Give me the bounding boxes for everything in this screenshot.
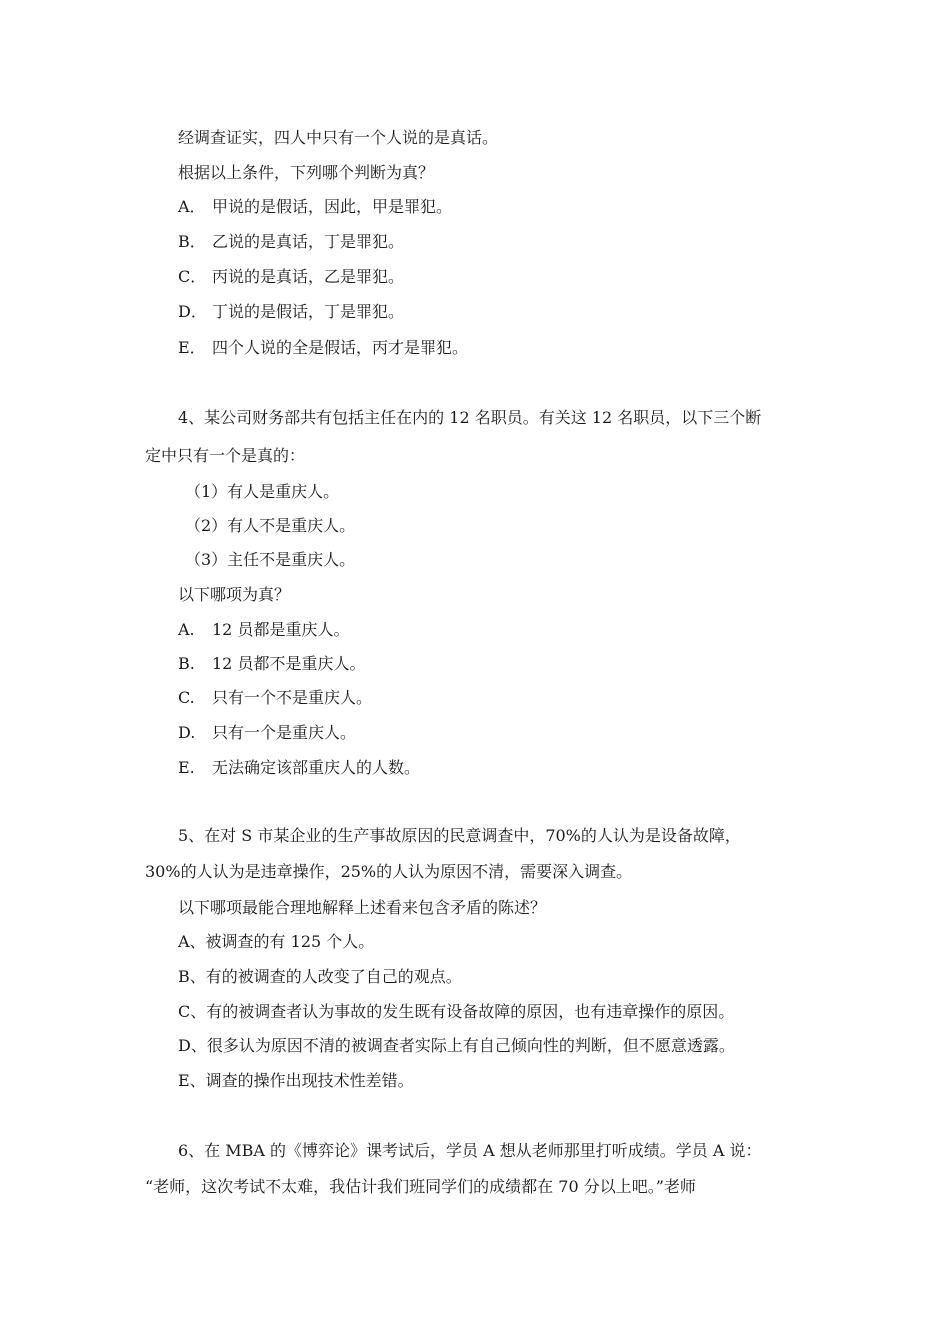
q4-option-c <box>178 688 372 708</box>
q3-option-d <box>178 302 404 322</box>
q5-option-b: B、有的被调查的人改变了自己的观点。 <box>178 967 462 986</box>
q3-option-a <box>178 197 452 217</box>
option-text: 12 员都不是重庆人。 <box>212 654 366 673</box>
option-text: 只有一个不是重庆人。 <box>212 688 373 707</box>
option-letter: B． <box>178 232 206 251</box>
option-letter: D. <box>178 723 196 742</box>
option-text: 丙说的是真话，乙是罪犯。 <box>212 267 405 286</box>
option-letter: B. <box>178 654 195 673</box>
q4-option-b <box>178 654 365 674</box>
option-text: 四个人说的全是假话，丙才是罪犯。 <box>212 338 469 357</box>
option-letter: A． <box>178 197 206 216</box>
option-letter: D． <box>178 302 207 321</box>
option-letter: C. <box>178 688 195 707</box>
q4-question: 以下哪项为真？ <box>178 585 291 604</box>
option-text: 12 员都是重庆人。 <box>212 620 350 639</box>
q5-question: 以下哪项最能合理地解释上述看来包含矛盾的陈述？ <box>178 898 547 917</box>
q6-stem-line2: “老师，这次考试不太难，我估计我们班同学们的成绩都在 70 分以上吧。”老师 <box>145 1177 696 1196</box>
q5-option-a: A、被调查的有 125 个人。 <box>178 932 375 951</box>
option-text: 乙说的是真话，丁是罪犯。 <box>212 232 405 251</box>
q5-option-e: E、调查的操作出现技术性差错。 <box>178 1071 414 1090</box>
option-letter: E． <box>178 338 206 357</box>
option-text: 只有一个是重庆人。 <box>212 723 357 742</box>
q3-statement: 经调查证实，四人中只有一个人说的是真话。 <box>178 128 499 147</box>
q5-stem-line2: 30%的人认为是违章操作，25%的人认为原因不清，需要深入调查。 <box>145 862 633 881</box>
q5-option-c: C、有的被调查者认为事故的发生既有设备故障的原因，也有违章操作的原因。 <box>178 1002 735 1021</box>
q4-option-d <box>178 723 356 743</box>
q4-claim-3: （3）主任不是重庆人。 <box>185 550 356 569</box>
q4-stem-line1: 4、某公司财务部共有包括主任在内的 12 名职员。有关这 12 名职员，以下三个断 <box>178 408 762 427</box>
q4-option-a <box>178 620 349 640</box>
q5-stem-line1: 5、在对 S 市某企业的生产事故原因的民意调查中，70%的人认为是设备故障， <box>178 826 741 845</box>
option-text: 无法确定该部重庆人的人数。 <box>212 758 421 777</box>
q3-option-e <box>178 338 468 358</box>
option-letter: E. <box>178 758 195 777</box>
q4-claim-2: （2）有人不是重庆人。 <box>185 516 356 535</box>
q5-option-d: D、很多认为原因不清的被调查者实际上有自己倾向性的判断，但不愿意透露。 <box>178 1036 735 1055</box>
q4-option-e <box>178 758 420 778</box>
q3-question: 根据以上条件，下列哪个判断为真？ <box>178 163 435 182</box>
option-letter: C． <box>178 267 207 286</box>
option-text: 丁说的是假话，丁是罪犯。 <box>212 302 405 321</box>
q3-option-b <box>178 232 404 252</box>
q4-claim-1: （1）有人是重庆人。 <box>185 482 340 501</box>
q6-stem-line1: 6、在 MBA 的《博弈论》课考试后，学员 A 想从老师那里打听成绩。学员 A 说： <box>178 1141 762 1160</box>
q4-stem-line2: 定中只有一个是真的： <box>145 446 306 465</box>
option-letter: A. <box>178 620 195 639</box>
q3-option-c <box>178 267 404 287</box>
option-text: 甲说的是假话，因此，甲是罪犯。 <box>212 197 453 216</box>
